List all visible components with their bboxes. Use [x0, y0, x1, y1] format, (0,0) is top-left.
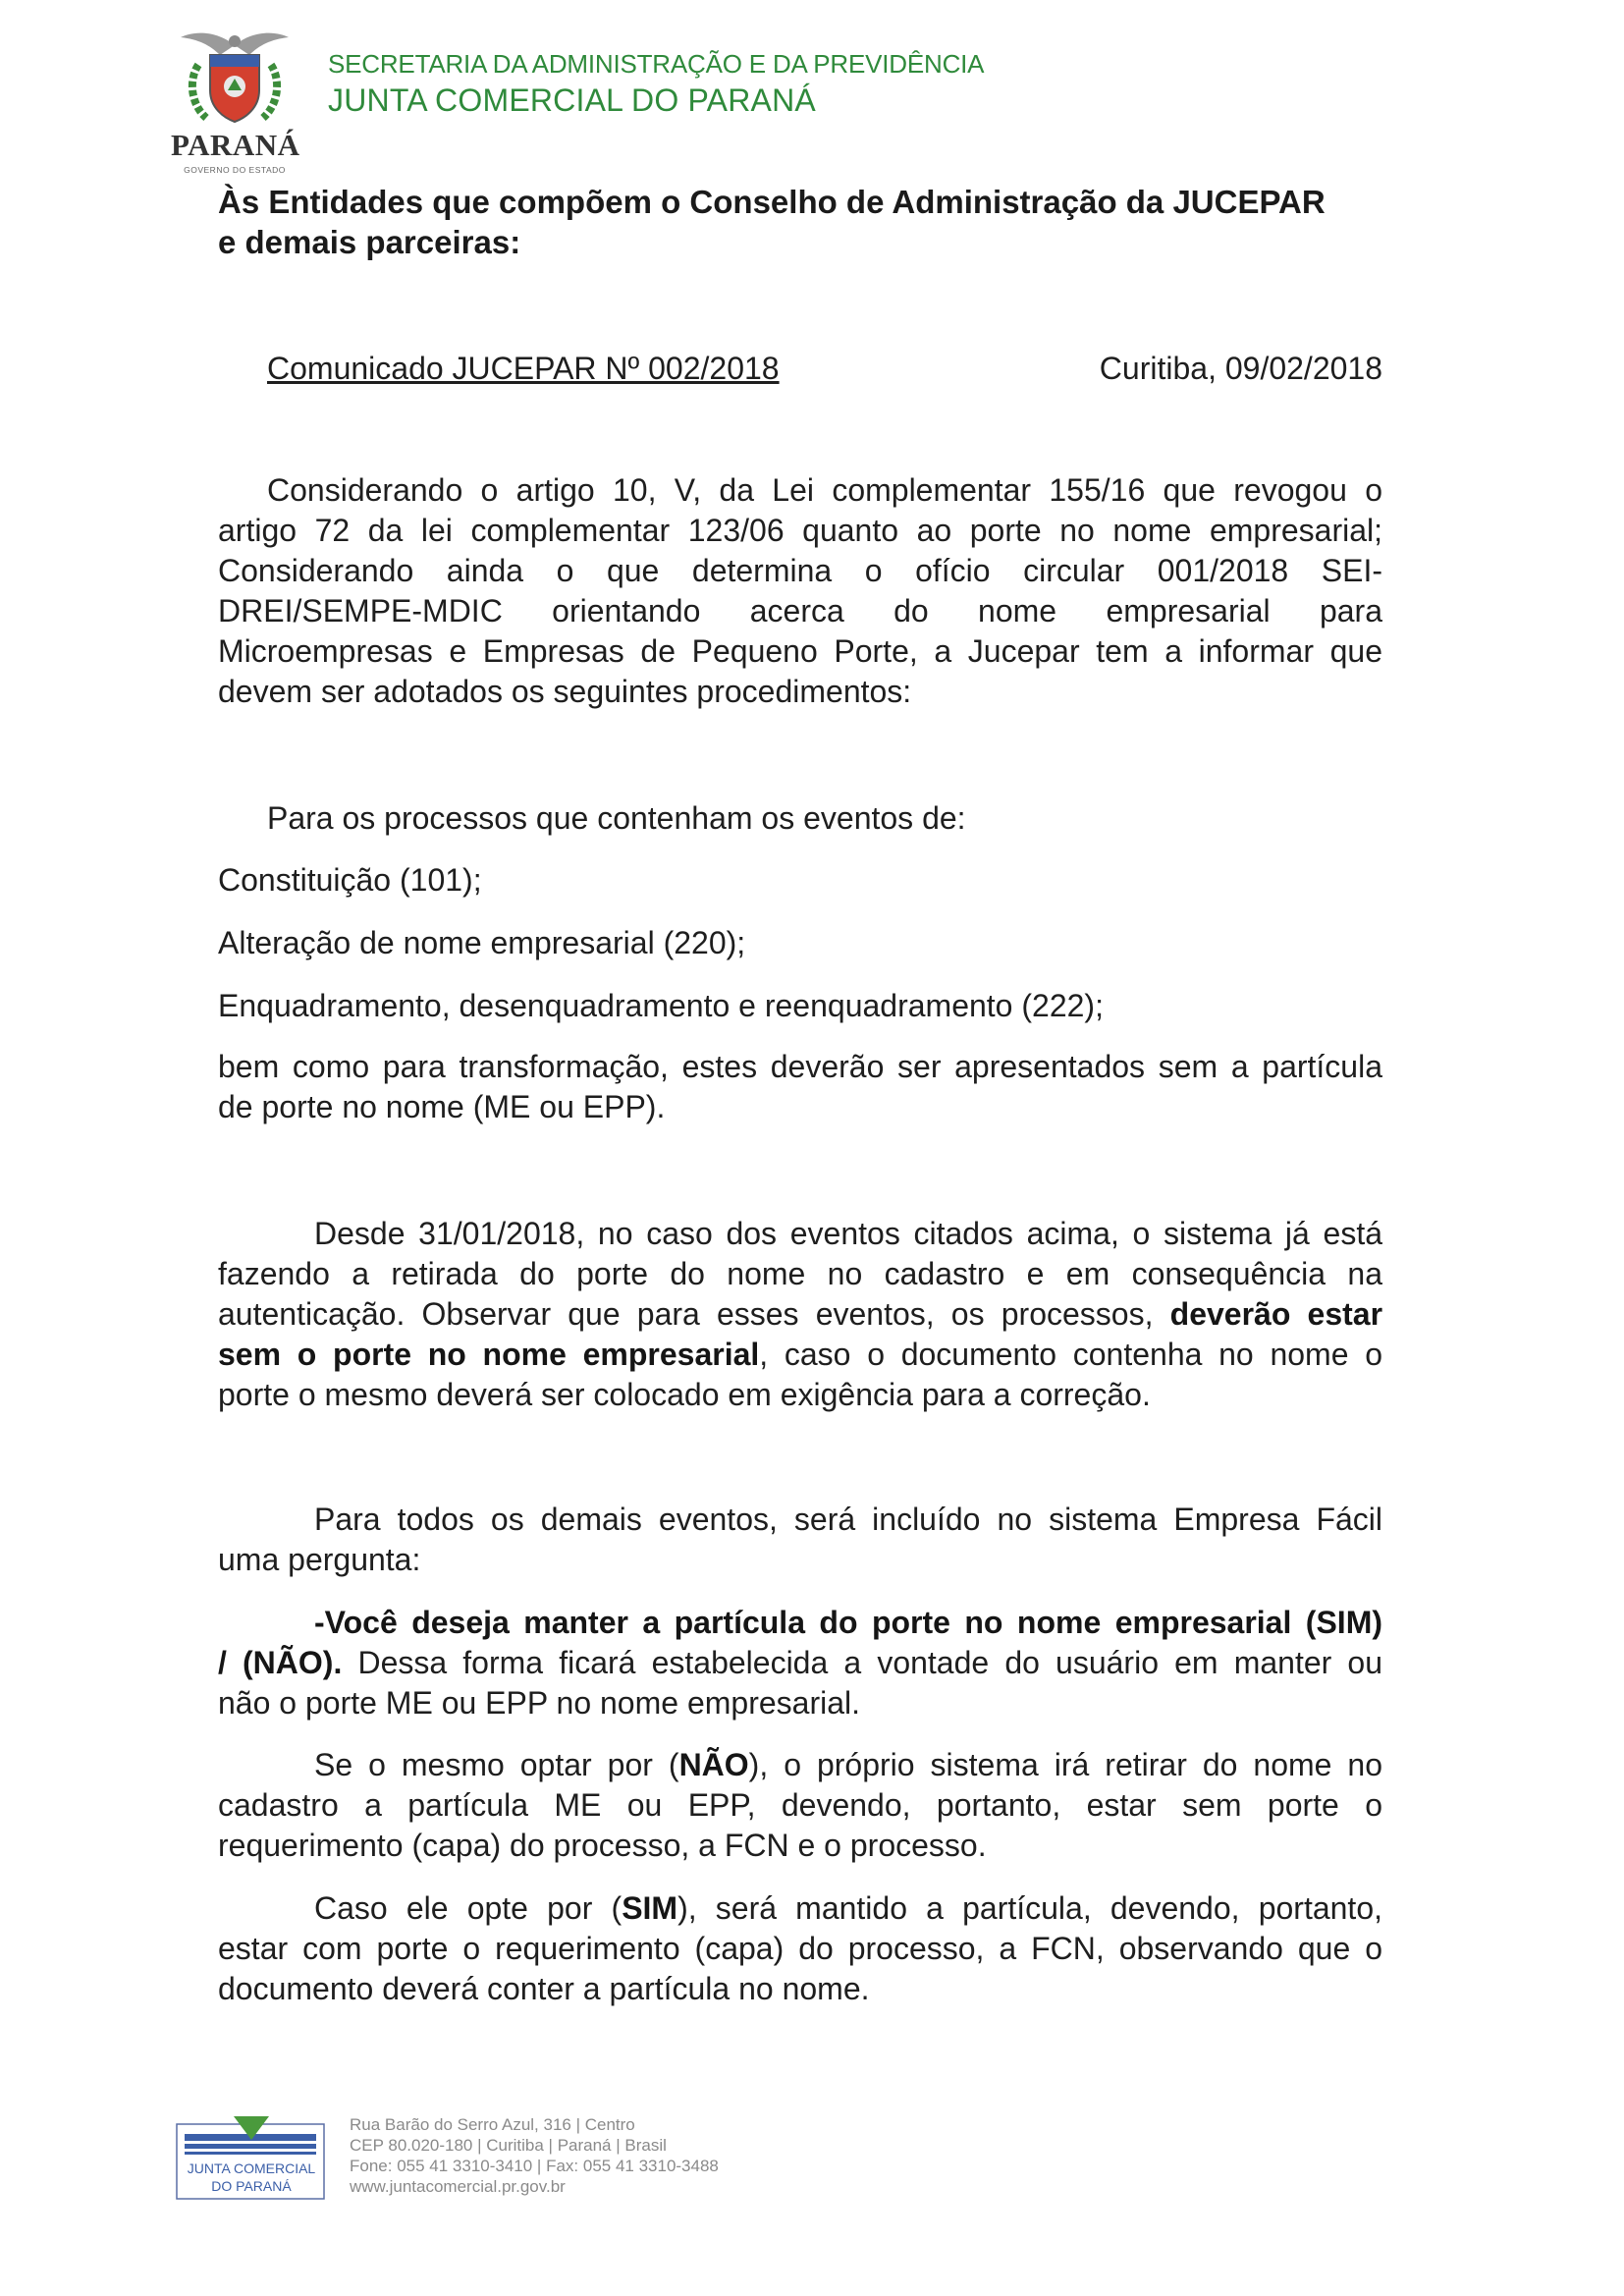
text-line: Microempresas e Empresas de Pequeno Porte, a Jucepar tem a informar que — [218, 633, 1382, 669]
bold-text: / (NÃO). — [218, 1645, 343, 1680]
text-line: devem ser adotados os seguintes procedimentos: — [218, 674, 912, 709]
text-span: Considerando o artigo 10, V, da Lei complementar 155/16 que revogou o — [267, 472, 1382, 508]
text-span: Desde 31/01/2018, no caso dos eventos citados acima, o sistema já está — [314, 1216, 1382, 1251]
paragraph-considerations — [218, 470, 1382, 712]
text-line: artigo 72 da lei complementar 123/06 quanto ao porte no nome empresarial; — [218, 513, 1382, 548]
text-line: não o porte ME ou EPP no nome empresarial. — [218, 1685, 860, 1721]
text-line: cadastro a partícula ME ou EPP, devendo, portanto, estar sem porte o — [218, 1787, 1382, 1823]
footer-address: Rua Barão do Serro Azul, 316 | Centro — [350, 2115, 635, 2134]
text-line: DREI/SEMPE-MDIC orientando acerca do nome empresarial para — [218, 593, 1382, 629]
text-line — [218, 1643, 1382, 1683]
bold-text: NÃO — [678, 1747, 749, 1782]
event-item: Alteração de nome empresarial (220); — [218, 925, 746, 960]
text-line — [218, 1745, 1382, 1785]
bold-text: deverão estar — [1169, 1296, 1383, 1332]
bold-text: -Você deseja manter a partícula do porte no nome empresarial (SIM) — [314, 1605, 1382, 1640]
salutation-line: Às Entidades que compõem o Conselho de Administração da JUCEPAR — [218, 184, 1326, 220]
text-line: de porte no nome (ME ou EPP). — [218, 1089, 666, 1124]
text-line — [218, 1888, 1382, 1929]
state-subtitle: GOVERNO DO ESTADO — [184, 165, 286, 175]
text-line: bem como para transformação, estes deverão ser apresentados sem a partícula — [218, 1049, 1382, 1084]
text-line: documento deverá conter a partícula no nome. — [218, 1971, 870, 2006]
paragraph-option-no — [218, 1745, 1382, 1866]
text-span: Se o mesmo optar por ( — [314, 1747, 679, 1782]
text-line — [218, 1294, 1382, 1335]
event-item: Constituição (101); — [218, 862, 482, 898]
paragraph-question — [218, 1603, 1382, 1723]
text-span: , caso o documento contenha no nome o — [759, 1337, 1383, 1372]
footer-logo-line1: JUNTA COMERCIAL — [187, 2160, 316, 2176]
text-line — [218, 1603, 1382, 1643]
place-date: Curitiba, 09/02/2018 — [1099, 351, 1382, 386]
junta-comercial-footer-logo — [175, 2116, 328, 2201]
footer-logo-line2: DO PARANÁ — [211, 2178, 292, 2194]
agency-name: JUNTA COMERCIAL DO PARANÁ — [328, 82, 816, 118]
text-line: requerimento (capa) do processo, a FCN e o processo. — [218, 1828, 987, 1863]
text-line — [218, 470, 1382, 511]
footer-website[interactable]: www.juntacomercial.pr.gov.br — [350, 2177, 566, 2196]
text-line: fazendo a retirada do porte do nome no cadastro e em consequência na — [218, 1256, 1382, 1291]
text-line: uma pergunta: — [218, 1542, 421, 1577]
salutation-line: e demais parceiras: — [218, 224, 521, 260]
text-span: Para todos os demais eventos, será incluído no sistema Empresa Fácil — [314, 1502, 1382, 1537]
footer-phone: Fone: 055 41 3310-3410 | Fax: 055 41 3310-3488 — [350, 2157, 719, 2175]
event-item: Enquadramento, desenquadramento e reenquadramento (222); — [218, 988, 1104, 1023]
communique-title: Comunicado JUCEPAR Nº 002/2018 — [267, 351, 780, 386]
paragraph-other-events — [218, 1500, 1382, 1580]
text-line: estar com porte o requerimento (capa) do processo, a FCN, observando que o — [218, 1931, 1382, 1966]
text-line: Considerando ainda o que determina o ofício circular 001/2018 SEI- — [218, 553, 1382, 588]
footer-postal: CEP 80.020-180 | Curitiba | Paraná | Brasil — [350, 2136, 667, 2155]
paragraph-option-yes — [218, 1888, 1382, 2009]
coat-of-arms-icon — [171, 26, 298, 128]
text-span: ), será mantido a partícula, devendo, portanto, — [677, 1890, 1383, 1926]
text-line — [218, 1500, 1382, 1540]
state-name: PARANÁ — [171, 128, 300, 162]
text-span: ), o próprio sistema irá retirar do nome no — [748, 1747, 1383, 1782]
paragraph-transformation — [218, 1047, 1382, 1127]
footer-contact — [350, 2114, 719, 2197]
events-intro: Para os processos que contenham os eventos de: — [267, 800, 966, 836]
text-line — [218, 1214, 1382, 1254]
paragraph-since-date — [218, 1214, 1382, 1415]
text-span: Caso ele opte por ( — [314, 1890, 623, 1926]
text-span: autenticação. Observar que para esses eventos, os processos, — [218, 1296, 1154, 1332]
text-line — [218, 1335, 1382, 1375]
secretariat-name: SECRETARIA DA ADMINISTRAÇÃO E DA PREVIDÊNCIA — [328, 49, 985, 79]
bold-text: sem o porte no nome empresarial — [218, 1337, 760, 1372]
text-span: Dessa forma ficará estabelecida a vontade do usuário em manter ou — [342, 1645, 1382, 1680]
parana-crest-logo — [171, 26, 298, 173]
junta-logo-icon — [175, 2116, 328, 2201]
bold-text: SIM — [622, 1890, 678, 1926]
text-line: porte o mesmo deverá ser colocado em exigência para a correção. — [218, 1377, 1151, 1412]
salutation — [218, 182, 1382, 262]
